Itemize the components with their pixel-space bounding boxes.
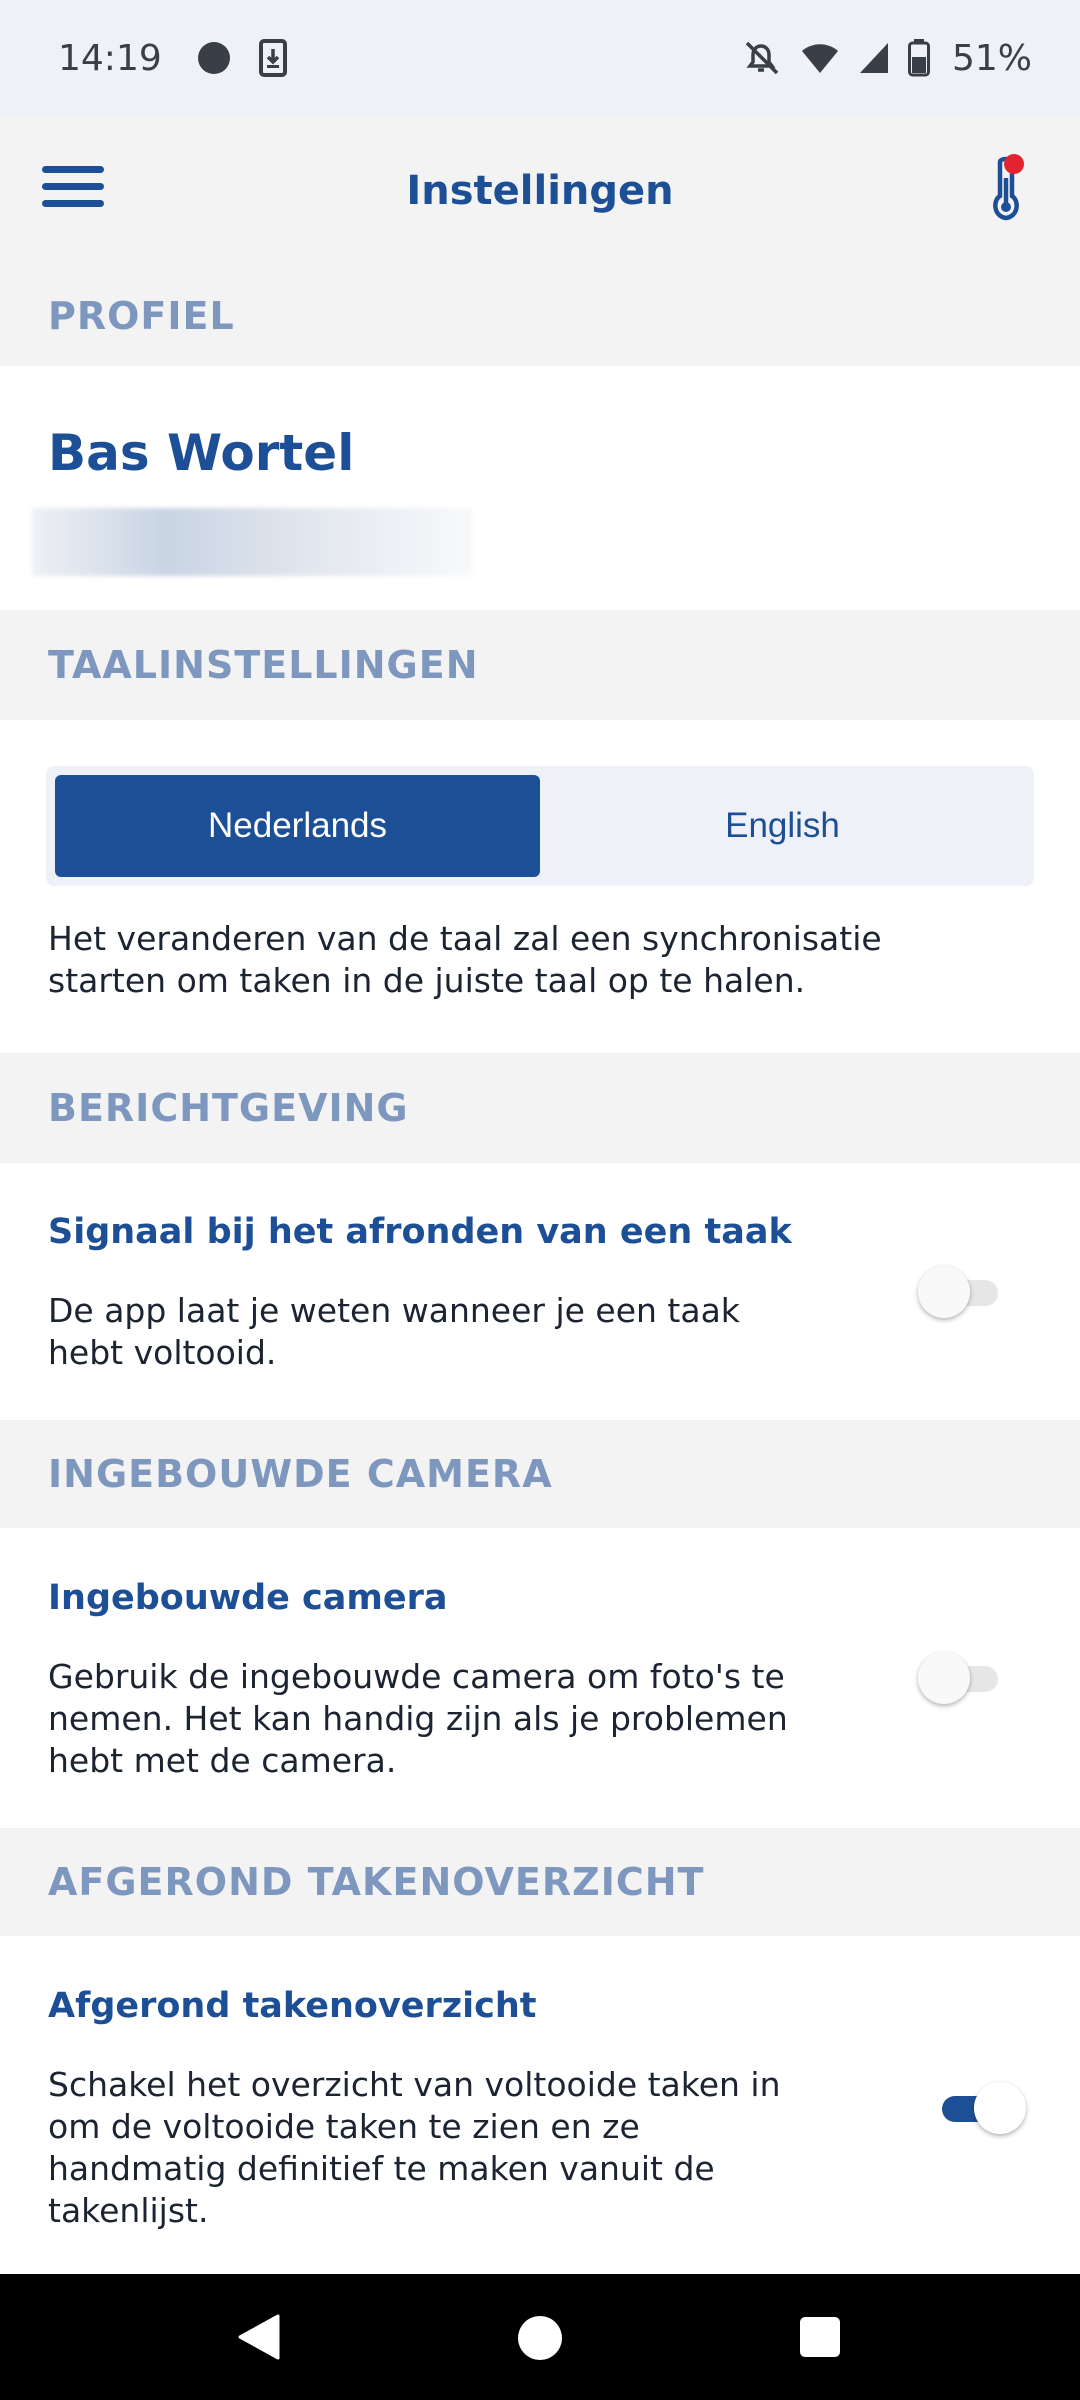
battery-icon <box>908 39 930 77</box>
notification-toggle[interactable] <box>918 1264 1008 1320</box>
completed-tasks-description: Schakel het overzicht van voltooide taken in om de voltooide taken te zien en ze handmatig definitief te maken vanuit de takenlijst. <box>48 2065 781 2230</box>
language-option-english[interactable]: English <box>725 806 840 845</box>
app-header <box>0 116 1080 266</box>
page-title: Instellingen <box>406 168 674 214</box>
recent-apps-icon[interactable] <box>800 2317 840 2357</box>
notification-dot-icon <box>198 42 230 74</box>
profile-email-redacted <box>32 508 472 576</box>
language-option-nederlands[interactable]: Nederlands <box>55 775 540 877</box>
section-header-completed-tasks: AFGEROND TAKENOVERZICHT <box>0 1828 1080 1936</box>
mute-icon <box>742 38 782 78</box>
battery-percentage: 51% <box>951 37 1032 79</box>
back-icon[interactable] <box>236 2314 280 2360</box>
menu-button[interactable] <box>42 166 104 214</box>
status-time: 14:19 <box>58 37 162 79</box>
download-icon <box>258 38 288 78</box>
section-header-profile: PROFIEL <box>0 266 1080 366</box>
completed-tasks-setting-title: Afgerond takenoverzicht <box>48 1986 537 2026</box>
profile-name: Bas Wortel <box>48 424 355 482</box>
camera-description: Gebruik de ingebouwde camera om foto's te nemen. Het kan handig zijn als je problemen hebt met de camera. <box>48 1657 788 1780</box>
status-bar <box>0 0 1080 116</box>
section-header-language: TAALINSTELLINGEN <box>0 610 1080 720</box>
camera-toggle[interactable] <box>918 1650 1008 1706</box>
camera-setting-title: Ingebouwde camera <box>48 1578 448 1618</box>
home-icon[interactable] <box>518 2316 562 2360</box>
menu-icon <box>42 166 104 173</box>
notification-setting-title: Signaal bij het afronden van een taak <box>48 1212 792 1252</box>
signal-icon <box>858 41 890 75</box>
system-navigation-bar <box>0 2274 1080 2400</box>
wifi-icon <box>800 41 840 75</box>
completed-tasks-toggle[interactable] <box>930 2080 1020 2136</box>
language-description: Het veranderen van de taal zal een synchronisatie starten om taken in de juiste taal op te halen. <box>48 919 882 1000</box>
language-toggle <box>46 766 1034 886</box>
section-header-camera: INGEBOUWDE CAMERA <box>0 1420 1080 1528</box>
alert-badge <box>1004 154 1024 174</box>
notification-description: De app laat je weten wanneer je een taak hebt voltooid. <box>48 1291 740 1372</box>
section-header-notifications: BERICHTGEVING <box>0 1053 1080 1163</box>
